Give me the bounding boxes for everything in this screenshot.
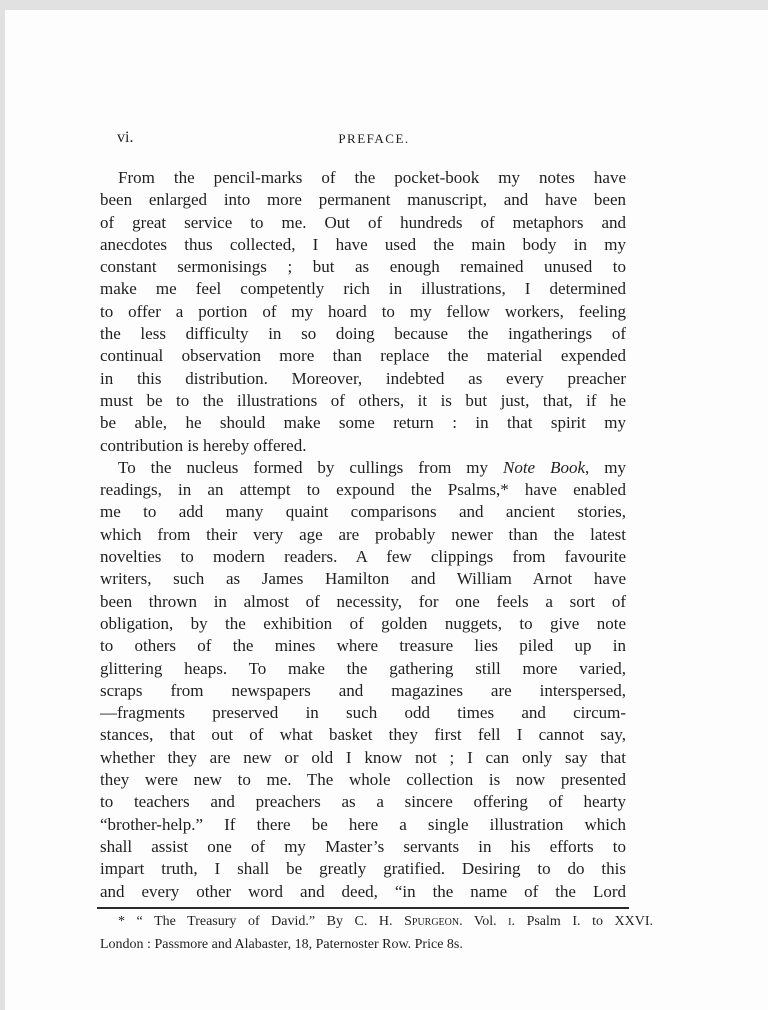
text-line	[100, 323, 626, 345]
text-segment: of great service to me. Out of hundreds of metaphors and	[100, 212, 626, 232]
text-segment: scraps from newspapers and magazines are interspersed,	[100, 680, 626, 700]
text-line	[100, 702, 626, 724]
text-line	[100, 234, 626, 256]
text-line	[100, 189, 626, 211]
text-line	[100, 680, 626, 702]
text-segment: London : Passmore and Alabaster, 18, Paternoster Row. Price 8s.	[100, 936, 463, 952]
text-line	[100, 524, 626, 546]
text-line	[100, 814, 626, 836]
text-line	[100, 501, 626, 523]
text-segment: to offer a portion of my hoard to my fellow workers, feeling	[100, 301, 626, 321]
text-segment: anecdotes thus collected, I have used the main body in my	[100, 234, 626, 254]
text-line	[100, 457, 626, 479]
page-title: PREFACE.	[338, 131, 410, 146]
text-segment: From the pencil-marks of the pocket-book my notes have	[118, 168, 626, 187]
text-line	[100, 212, 626, 234]
paragraph	[100, 167, 626, 457]
text-segment: the less difficulty in so doing because the ingatherings of	[100, 324, 626, 344]
paragraph	[100, 457, 626, 903]
text-line	[100, 345, 626, 367]
text-line	[100, 858, 626, 880]
text-segment: shall assist one of my Master’s servants in his efforts to	[100, 836, 626, 856]
text-segment: contribution is hereby offered.	[100, 435, 307, 455]
text-segment: writers, such as James Hamilton and William Arnot have	[100, 569, 626, 589]
text-line	[100, 546, 626, 568]
text-segment: which from their very age are probably newer than the latest	[100, 524, 626, 544]
text-line	[100, 658, 626, 680]
text-segment: —fragments preserved in such odd times and circum-	[100, 703, 626, 723]
text-segment: constant sermonisings ; but as enough remained unused to	[100, 257, 626, 277]
text-line	[100, 368, 626, 390]
text-segment: To the nucleus formed by cullings from my	[118, 457, 503, 477]
text-line	[100, 568, 626, 590]
body-text	[100, 167, 626, 903]
text-segment: stances, that out of what basket they first fell I cannot say,	[100, 725, 626, 745]
text-segment: obligation, by the exhibition of golden nuggets, to give note	[100, 613, 626, 633]
text-line	[100, 479, 626, 501]
text-segment: me to add many quaint comparisons and ancient stories,	[100, 502, 626, 522]
text-segment: glittering heaps. To make the gathering still more varied,	[100, 658, 626, 678]
text-segment: make me feel competently rich in illustrations, I determined	[100, 279, 626, 299]
text-line	[100, 747, 626, 769]
text-line	[100, 412, 626, 434]
text-line	[100, 256, 626, 278]
text-segment: continual observation more than replace the material expended	[100, 346, 626, 366]
text-segment: * “ The Treasury of David.” By C. H.	[118, 914, 405, 929]
text-line	[100, 836, 626, 858]
text-segment: be able, he should make some return : in that spirit my	[100, 413, 626, 433]
text-segment: must be to the illustrations of others, it is but just, that, if he	[100, 390, 626, 410]
small-caps-text: Spurgeon	[404, 914, 460, 929]
text-segment: , my	[585, 457, 626, 477]
text-line	[100, 911, 653, 934]
text-segment: whether they are new or old I know not ; I can only say that	[100, 747, 626, 767]
footnote-rule	[97, 907, 629, 909]
text-line	[100, 613, 626, 635]
text-segment: . Vol.	[459, 914, 509, 929]
text-segment: and every other word and deed, “in the name of the Lord	[100, 881, 626, 901]
text-line	[100, 301, 626, 323]
text-line	[100, 167, 626, 189]
text-segment: readings, in an attempt to expound the Psalms,* have enabled	[100, 480, 626, 500]
italic-text: Note Book	[503, 457, 586, 477]
text-line	[100, 934, 653, 957]
text-line	[100, 435, 626, 457]
text-line	[100, 278, 626, 300]
text-line	[100, 881, 626, 903]
footnote	[100, 911, 653, 956]
text-segment: impart truth, I shall be greatly gratified. Desiring to do this	[100, 859, 626, 879]
text-line	[100, 635, 626, 657]
text-segment: to others of the mines where treasure lies piled up in	[100, 636, 626, 656]
text-line	[100, 591, 626, 613]
text-segment: they were new to me. The whole collection is now presented	[100, 770, 626, 790]
text-segment: “brother-help.” If there be here a single illustration which	[100, 814, 626, 834]
small-caps-text: i	[508, 914, 512, 929]
text-segment: . Psalm I. to XXVI.	[511, 914, 654, 929]
text-segment: been enlarged into more permanent manuscript, and have been	[100, 190, 626, 210]
text-line	[100, 791, 626, 813]
text-segment: novelties to modern readers. A few clippings from favourite	[100, 547, 626, 567]
text-segment: been thrown in almost of necessity, for one feels a sort of	[100, 591, 626, 611]
text-segment: in this distribution. Moreover, indebted as every preacher	[100, 368, 626, 388]
text-line	[100, 769, 626, 791]
text-line	[100, 724, 626, 746]
text-segment: to teachers and preachers as a sincere offering of hearty	[100, 792, 626, 812]
text-line	[100, 390, 626, 412]
page-number: vi.	[117, 129, 134, 146]
